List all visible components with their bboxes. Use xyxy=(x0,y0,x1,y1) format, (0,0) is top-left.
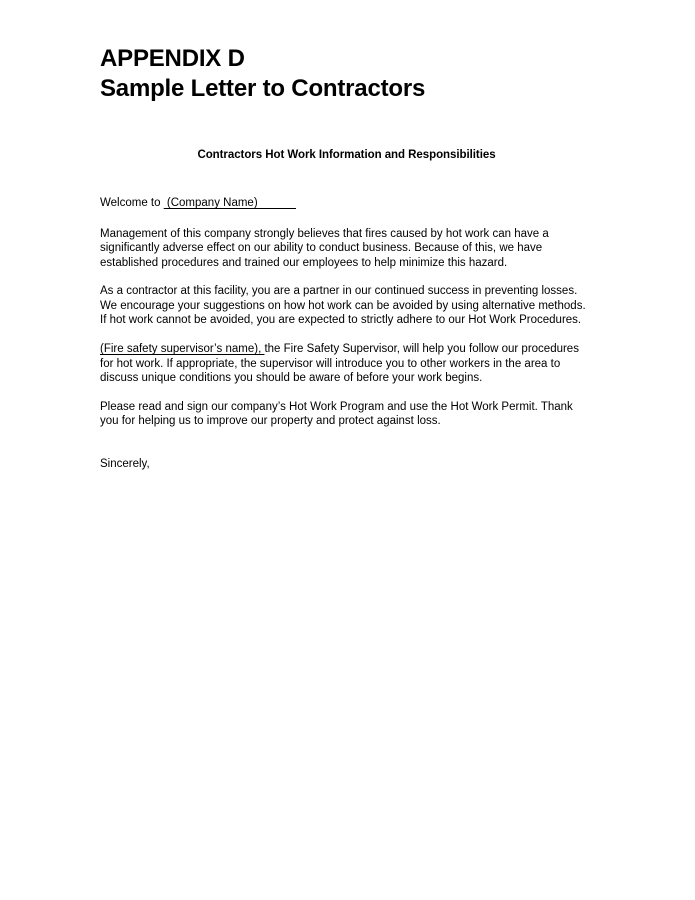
paragraph-fire-safety-supervisor xyxy=(100,328,593,386)
title-line-appendix: APPENDIX D xyxy=(100,45,245,72)
salutation-prefix: Welcome to xyxy=(100,197,164,209)
fire-safety-supervisor-text: the Fire Safety Supervisor, will help you follow our procedures for hot work. If appropriate, the supervisor will introduce you to other workers in the area to discuss unique conditions you should be aware of before your work begins. xyxy=(100,343,579,385)
title-line-subject: Sample Letter to Contractors xyxy=(100,75,426,102)
fire-safety-supervisor-blank: (Fire safety supervisor’s name), xyxy=(100,343,265,356)
company-name-blank: (Company Name) xyxy=(163,197,296,209)
paragraph-management-statement: Management of this company strongly believes that fires caused by hot work can have a significantly adverse effect on our ability to conduct business. Because of this, we have established procedures and trained our employees to help minimize this hazard. xyxy=(100,227,549,269)
paragraph-read-and-sign: Please read and sign our company’s Hot Work Program and use the Hot Work Permit. Thank you for helping us to improve our property and protect against loss. xyxy=(100,400,573,428)
document-subtitle: Contractors Hot Work Information and Responsibilities xyxy=(197,149,496,161)
salutation-line xyxy=(100,162,593,211)
page-title xyxy=(100,44,593,104)
closing-line: Sincerely, xyxy=(100,458,150,471)
letter-content xyxy=(100,44,593,472)
paragraph-contractor-partnership: As a contractor at this facility, you are a partner in our continued success in preventing losses. We encourage your suggestions on how hot work can be avoided by using alternative methods. If hot work cannot be avoided, you are expected to strictly adhere to our Hot Work Procedures. xyxy=(100,285,586,327)
